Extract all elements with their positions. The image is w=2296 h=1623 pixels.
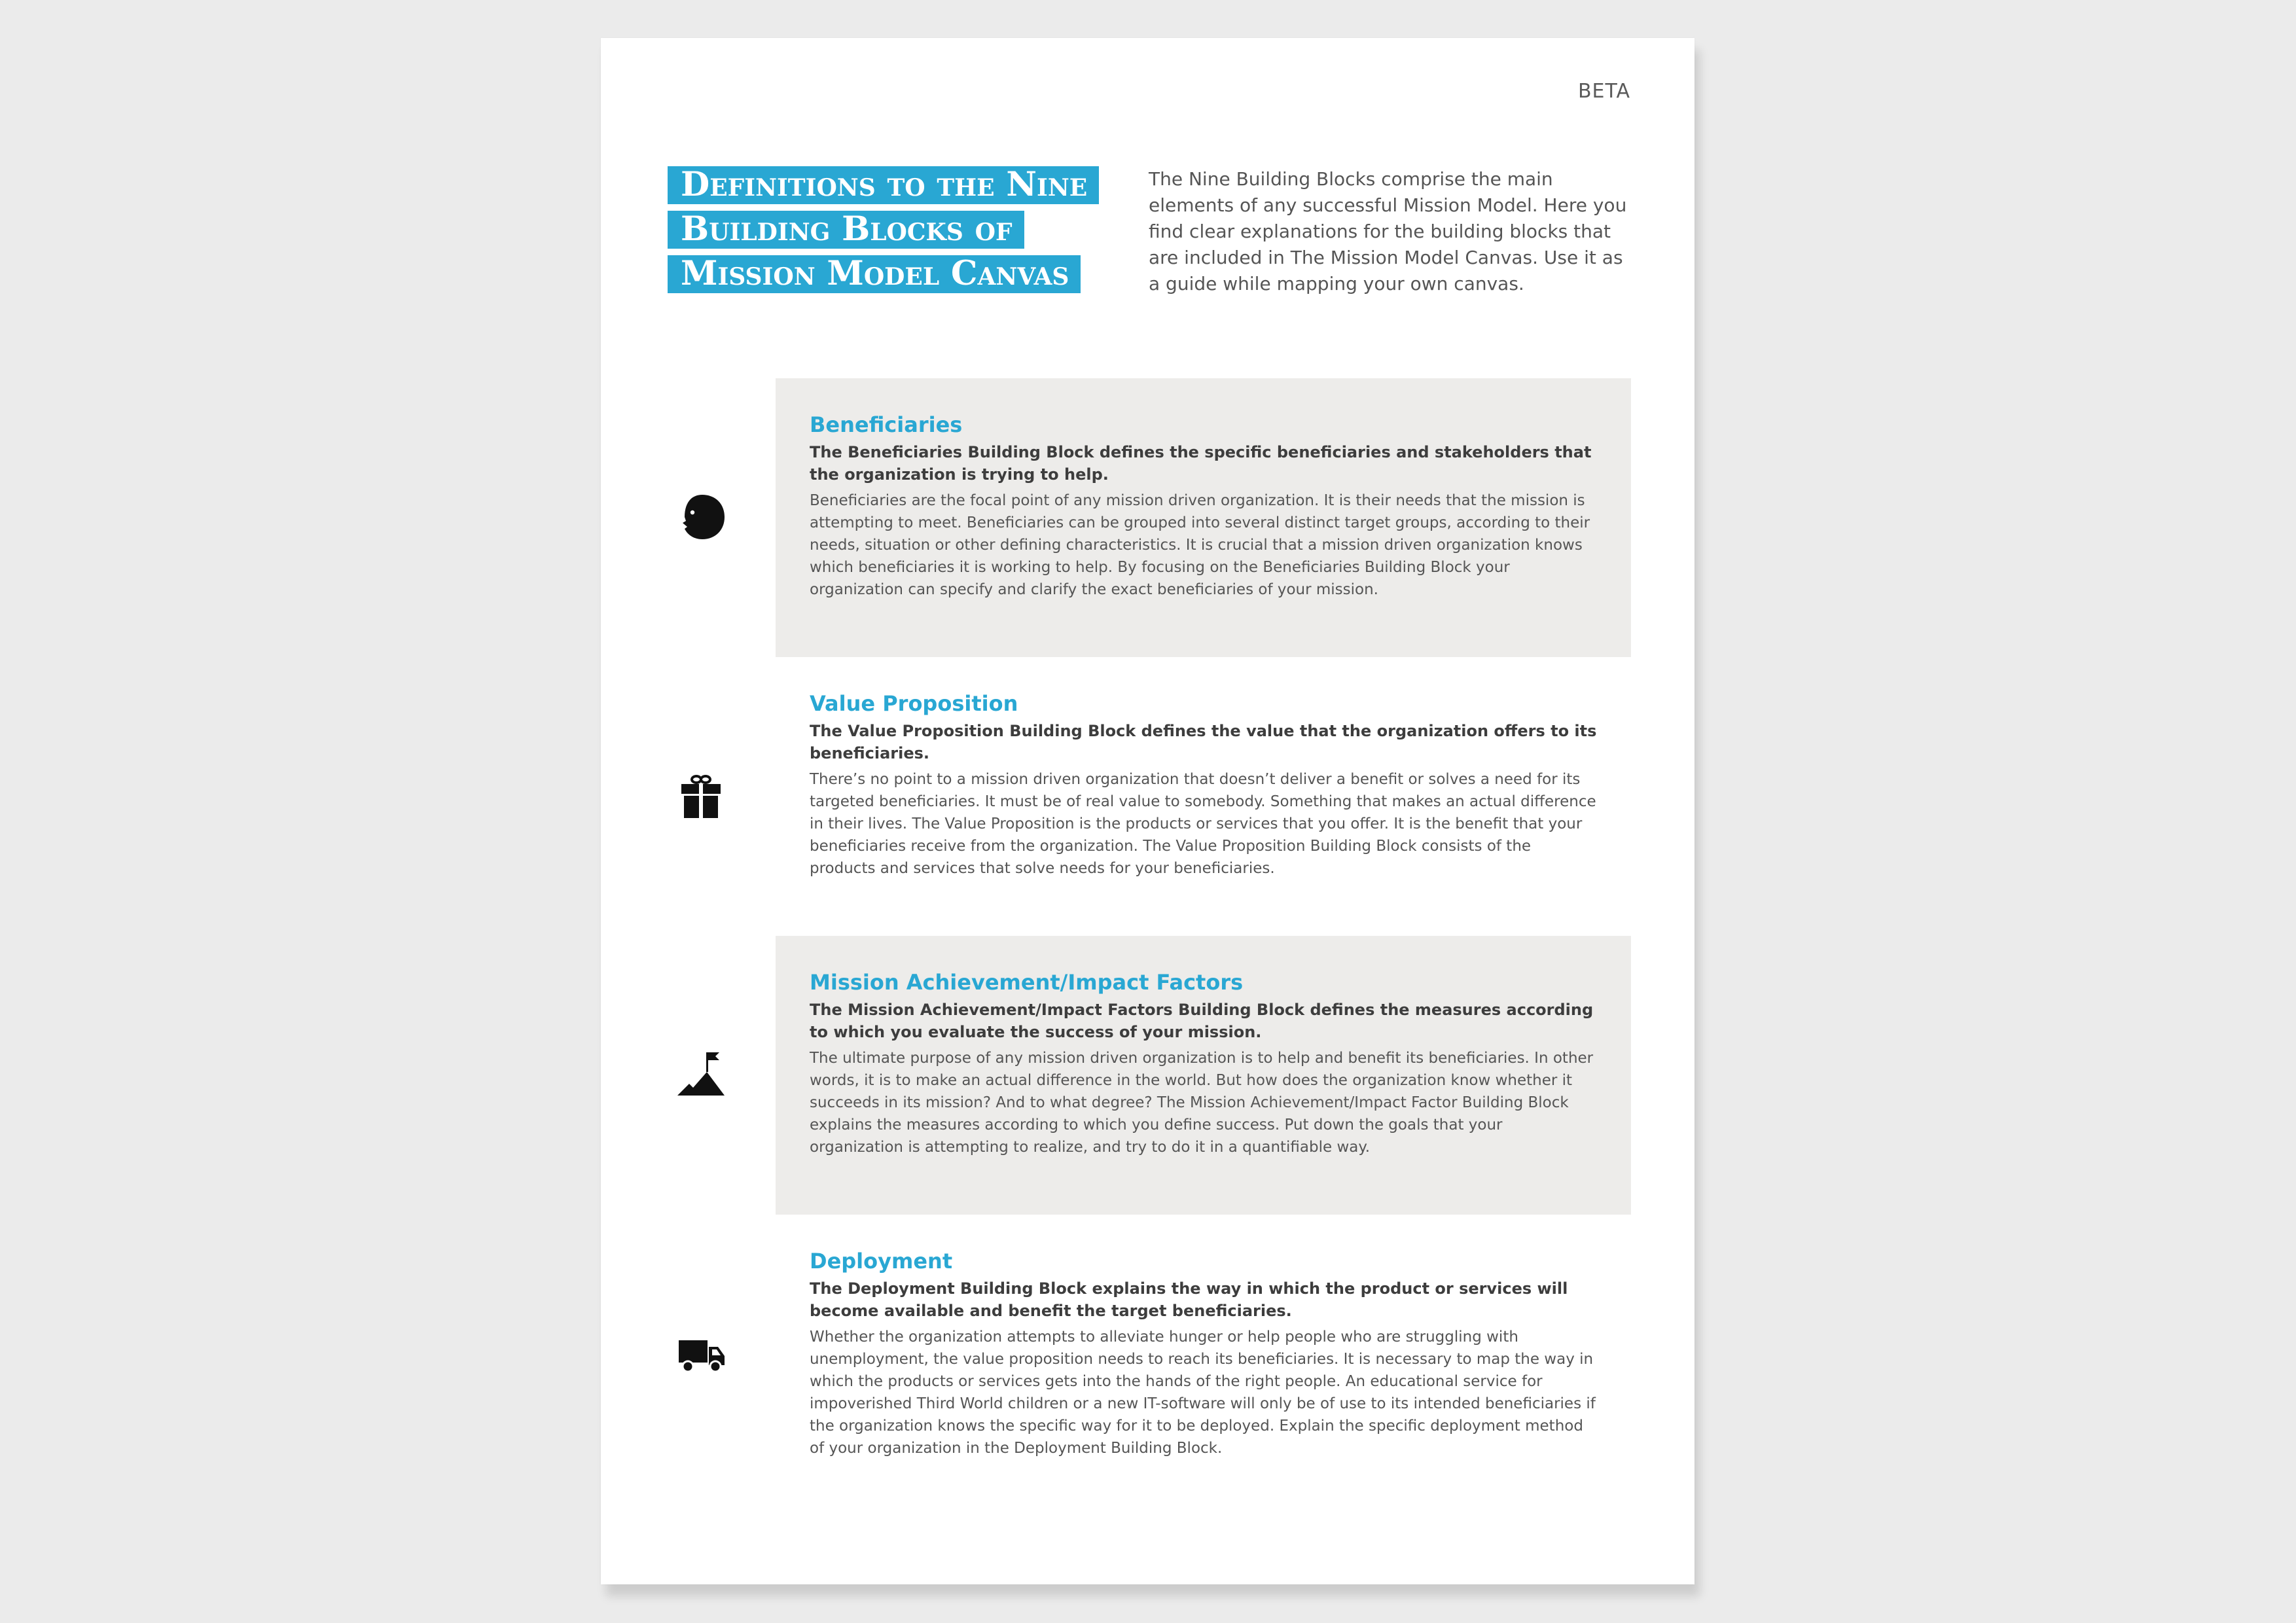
gift-icon [675, 770, 727, 822]
block-text: The ultimate purpose of any mission driven organization is to help and benefit its beneficiaries. In other words, it is to make an actual difference in the world. But how does the organization know whether it succeeds in its mission? And to what degree? The Mission Achievement/Impact Factor Building Block explains the measures according to which you define success. Put down the goals that your organization is attempting to realize, and try to do it in a quantifiable way. [810, 1050, 1594, 1156]
block-lead: The Deployment Building Block explains the way in which the product or services will become available and benefit the target beneficiaries. [810, 1279, 1568, 1320]
block-text: Whether the organization attempts to alleviate hunger or help people who are struggling with unemployment, the value proposition needs to reach its beneficiaries. It is necessary to map the way in which the products or services gets into the hands of the right people. An educational service for impoverished Third World children or a new IT-software will only be of use to its intended beneficiaries if the organization knows the specific way for it to be deployed. Explain the specific deployment method of your organization in the Deployment Building Block. [810, 1329, 1596, 1457]
page-title [668, 166, 1139, 300]
block-value-proposition [776, 657, 1631, 936]
block-body [810, 690, 1598, 880]
block-body [810, 411, 1598, 601]
block-title: Deployment [810, 1249, 953, 1274]
block-deployment [776, 1215, 1631, 1493]
document-page [601, 38, 1695, 1584]
block-body [810, 1247, 1598, 1459]
truck-icon [675, 1327, 727, 1380]
block-lead: The Mission Achievement/Impact Factors Building Block defines the measures according to which you evaluate the success of your mission. [810, 1001, 1594, 1041]
block-title: Beneficiaries [810, 412, 963, 437]
block-lead: The Value Proposition Building Block defines the value that the organization offers to its beneficiaries. [810, 722, 1597, 762]
block-lead: The Beneficiaries Building Block defines the specific beneficiaries and stakeholders that the organization is trying to help. [810, 443, 1592, 484]
block-body [810, 969, 1598, 1158]
block-title: Mission Achievement/Impact Factors [810, 970, 1244, 995]
title-line: Mission Model Canvas [668, 255, 1081, 293]
block-beneficiaries [776, 378, 1631, 657]
block-text: There’s no point to a mission driven organization that doesn’t deliver a benefit or solves a need for its targeted beneficiaries. It must be of real value to somebody. Something that makes an actual difference in their lives. The Value Proposition is the products or services that you offer. It is the benefit that your beneficiaries receive from the organization. The Value Proposition Building Block consists of the products and services that solve needs for your beneficiaries. [810, 771, 1596, 877]
intro-paragraph: The Nine Building Blocks comprise the main elements of any successful Mission Model. Here you find clear explanations for the building blocks that are included in The Mission Model Canvas. Use it as a guide while mapping your own canvas. [1149, 168, 1627, 294]
block-title: Value Proposition [810, 691, 1018, 716]
title-line: Definitions to the Nine [668, 166, 1099, 204]
block-text: Beneficiaries are the focal point of any mission driven organization. It is their needs that the mission is attempting to meet. Beneficiaries can be grouped into several distinct target groups, according to their needs, situation or other defining characteristics. It is crucial that a mission driven organization knows which beneficiaries it is working to help. By focusing on the Beneficiaries Building Block your organization can specify and clarify the exact beneficiaries of your mission. [810, 492, 1590, 598]
mountain-flag-icon [675, 1048, 727, 1101]
face-icon [675, 491, 727, 543]
block-mission-achievement [776, 936, 1631, 1215]
beta-badge: BETA [1577, 80, 1630, 103]
title-line: Building Blocks of [668, 211, 1024, 249]
